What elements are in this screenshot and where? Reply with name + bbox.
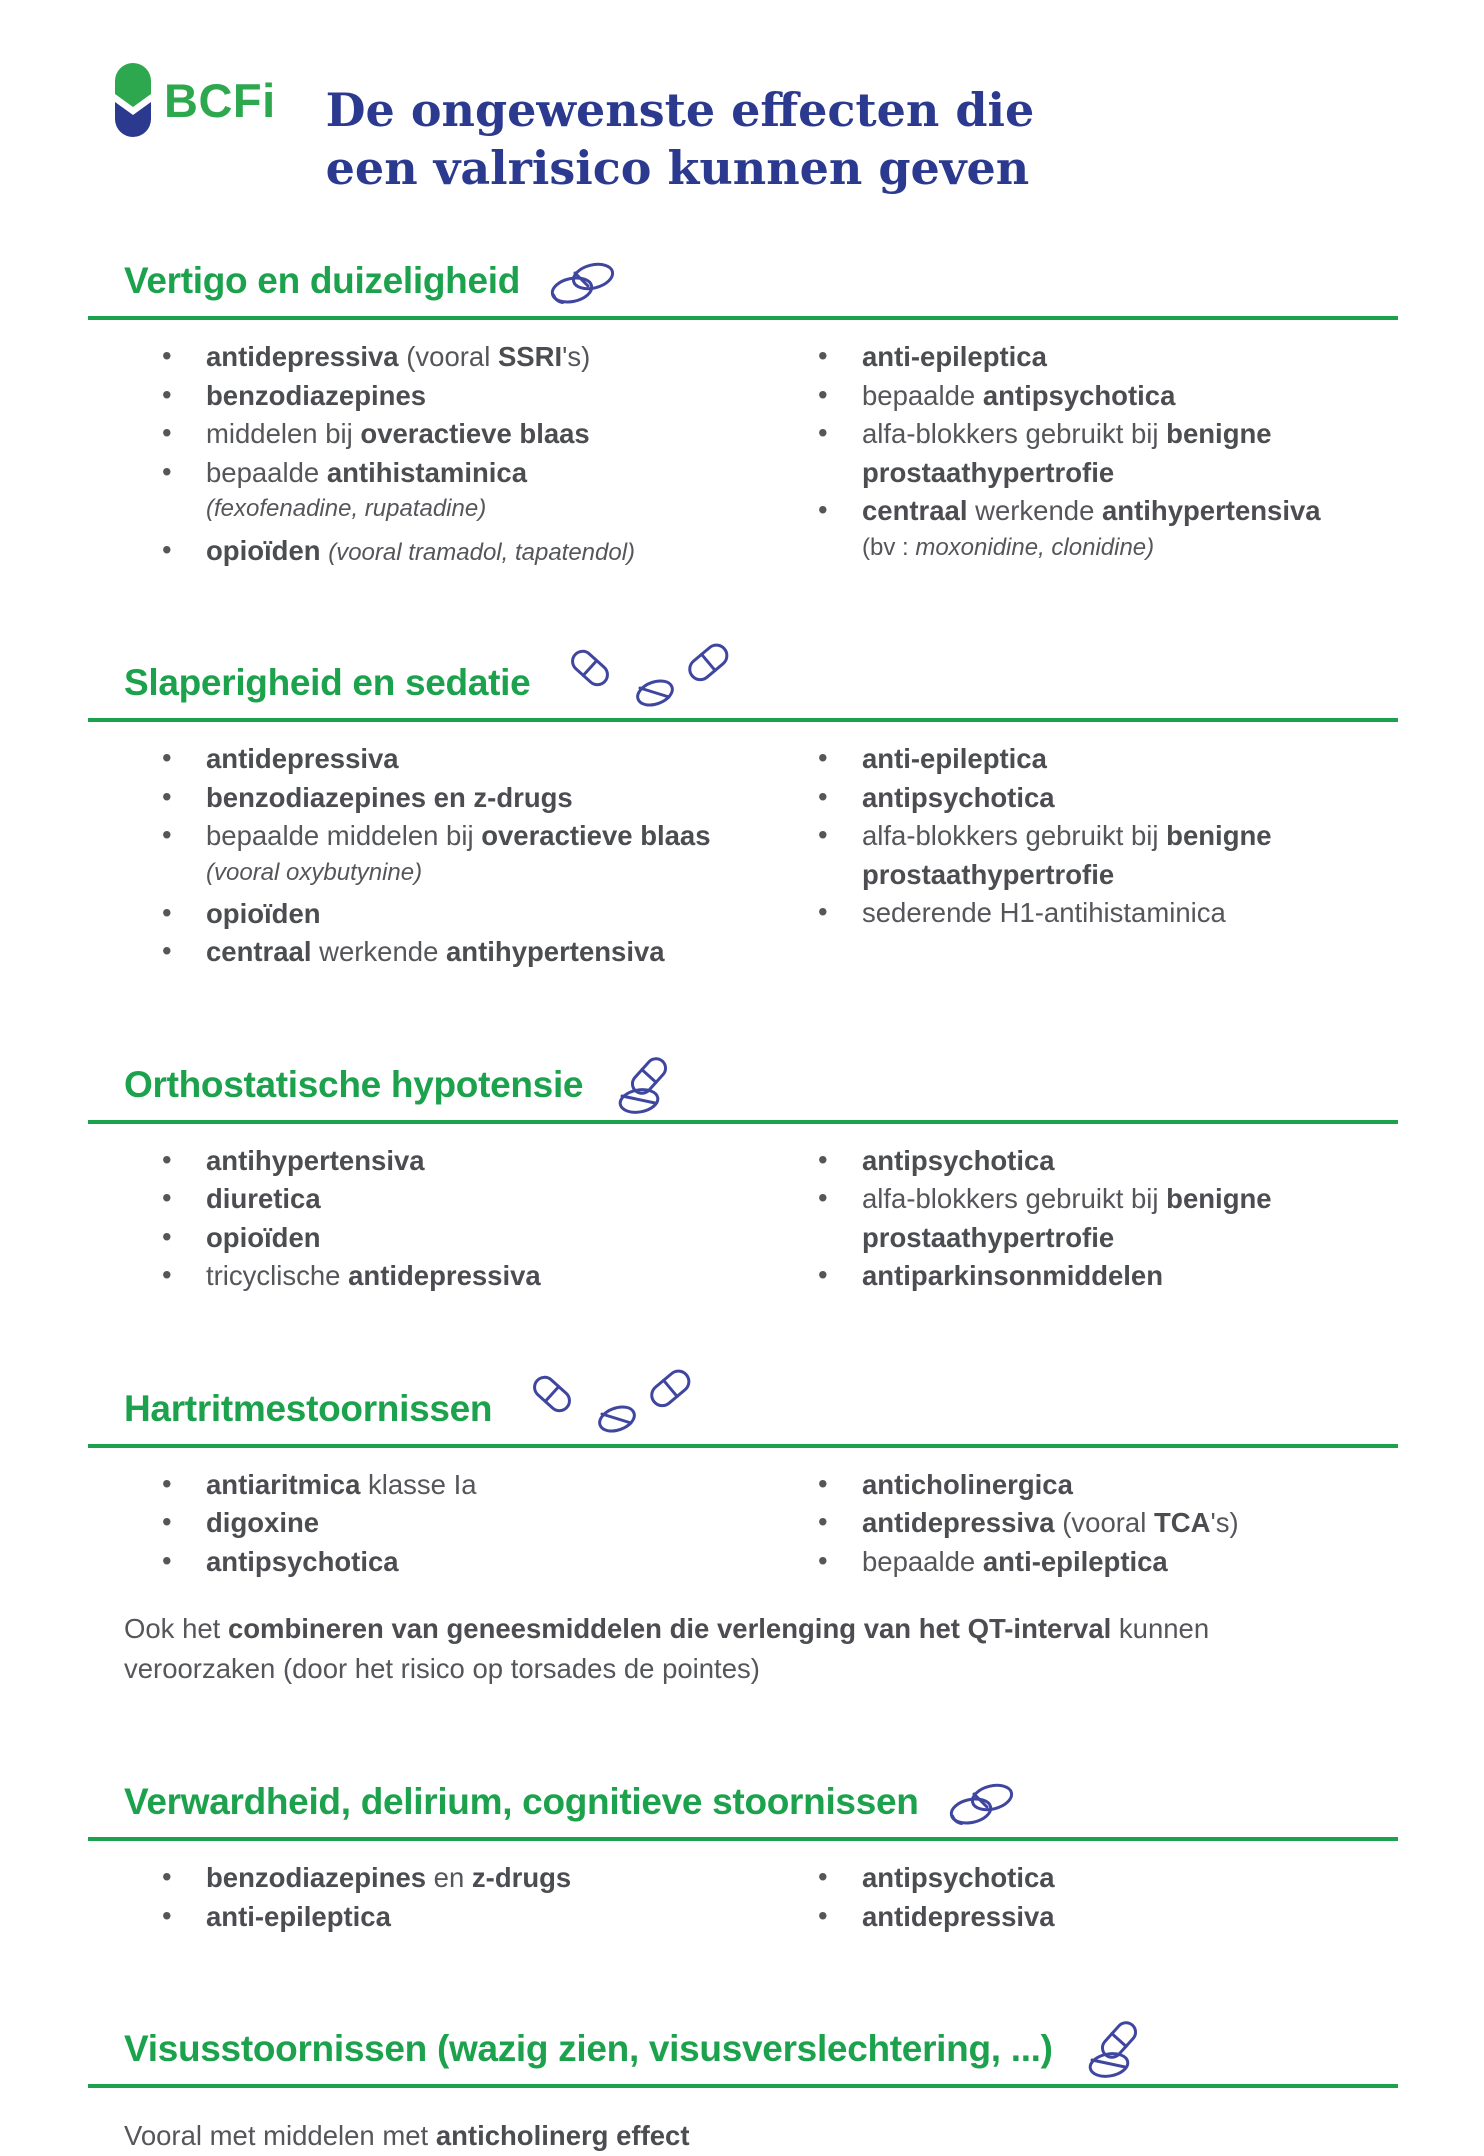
text-segment: antihypertensiva bbox=[1102, 495, 1321, 527]
text-segment: alfa-blokkers gebruikt bij bbox=[862, 418, 1167, 450]
section-title: Vertigo en duizeligheid bbox=[124, 260, 521, 302]
text-segment: (fexofenadine, rupatadine) bbox=[206, 495, 487, 523]
text-segment: antidepressiva bbox=[862, 1900, 1055, 1932]
text-segment: SSRI bbox=[497, 341, 563, 373]
sections-container bbox=[88, 254, 1398, 2156]
section-divider bbox=[88, 718, 1398, 722]
list-item bbox=[160, 1543, 744, 1582]
section-heading-row bbox=[124, 1058, 1398, 1112]
text-segment: benzodiazepines en z-drugs bbox=[206, 781, 573, 813]
text-segment: antipsychotica bbox=[862, 781, 1055, 813]
text-segment: opioïden bbox=[206, 534, 321, 566]
text-segment: antipsychotica bbox=[862, 1144, 1055, 1176]
list-item bbox=[816, 1504, 1398, 1543]
bullet-columns bbox=[88, 338, 1398, 570]
section-title: Hartritmestoornissen bbox=[124, 1387, 493, 1429]
page-title-line2: een valrisico kunnen geven bbox=[325, 141, 1030, 196]
text-segment: werkende bbox=[967, 495, 1103, 527]
text-segment: (vooral bbox=[398, 341, 498, 373]
list-item bbox=[816, 1898, 1398, 1937]
text-segment: antiaritmica bbox=[206, 1468, 361, 1500]
list-item bbox=[816, 740, 1398, 779]
text-segment: tricyclische bbox=[206, 1260, 349, 1292]
bullet-list bbox=[744, 1859, 1398, 1936]
section-orthostatische-hypotensie bbox=[88, 1058, 1398, 1296]
text-segment: TCA bbox=[1153, 1507, 1211, 1539]
list-item bbox=[160, 740, 744, 779]
section-visusstoornissen bbox=[88, 2022, 1398, 2156]
text-segment: centraal bbox=[862, 495, 968, 527]
list-item bbox=[160, 1142, 744, 1181]
text-segment: Ook het bbox=[124, 1613, 228, 1645]
list-item bbox=[160, 1466, 744, 1505]
capsule-tablet-icon bbox=[611, 1051, 675, 1119]
list-item bbox=[160, 779, 744, 818]
logo-text: BCFi bbox=[164, 73, 276, 127]
list-item bbox=[816, 894, 1398, 933]
text-segment: antidepressiva bbox=[348, 1260, 541, 1292]
text-segment: anti-epileptica bbox=[982, 1545, 1168, 1577]
text-segment: klasse Ia bbox=[360, 1468, 477, 1500]
section-divider bbox=[88, 1444, 1398, 1448]
bullet-list bbox=[744, 740, 1398, 972]
text-segment: antiparkinsonmiddelen bbox=[862, 1260, 1164, 1292]
text-segment: diuretica bbox=[206, 1183, 321, 1215]
list-item bbox=[816, 1859, 1398, 1898]
list-item bbox=[816, 1257, 1398, 1296]
text-segment: antipsychotica bbox=[862, 1862, 1055, 1894]
text-segment: centraal bbox=[206, 936, 312, 968]
list-item bbox=[816, 377, 1398, 416]
pills-trio-icon bbox=[558, 652, 744, 714]
list-item bbox=[160, 1898, 744, 1937]
list-item bbox=[160, 1859, 744, 1898]
list-item bbox=[160, 895, 744, 934]
text-segment: bepaalde bbox=[206, 456, 327, 488]
text-segment: antidepressiva bbox=[206, 341, 399, 373]
bullet-list bbox=[88, 1142, 744, 1296]
text-segment: antihistaminica bbox=[326, 456, 528, 488]
text-segment: benzodiazepines bbox=[206, 1862, 427, 1894]
bullet-columns bbox=[88, 1859, 1398, 1936]
list-item bbox=[816, 1142, 1398, 1181]
two-tablets-icon bbox=[548, 253, 620, 309]
section-hartritmestoornissen bbox=[88, 1382, 1398, 1689]
text-segment: anti-epileptica bbox=[206, 1900, 391, 1932]
text-segment: 's) bbox=[562, 341, 591, 373]
capsule-tablet-icon bbox=[1081, 2015, 1145, 2083]
bullet-list bbox=[88, 338, 744, 570]
text-segment: bepaalde middelen bij bbox=[206, 820, 482, 852]
text-segment: overactieve blaas bbox=[481, 820, 711, 852]
section-title: Slaperigheid en sedatie bbox=[124, 662, 531, 704]
bullet-list bbox=[744, 1466, 1398, 1582]
bullet-columns bbox=[88, 1142, 1398, 1296]
list-item bbox=[160, 1504, 744, 1543]
list-item bbox=[816, 779, 1398, 818]
text-segment: moxonidine, clonidine) bbox=[915, 533, 1155, 561]
bcfi-logo bbox=[110, 58, 276, 142]
section-title: Verwardheid, delirium, cognitieve stoornissen bbox=[124, 1781, 919, 1823]
text-segment: werkende bbox=[311, 936, 447, 968]
bullet-columns bbox=[88, 740, 1398, 972]
section-slaperigheid-en-sedatie bbox=[88, 656, 1398, 972]
bullet-list bbox=[744, 338, 1398, 570]
section-heading-row bbox=[124, 2022, 1398, 2076]
page-header bbox=[110, 50, 1398, 228]
bullet-list bbox=[88, 1466, 744, 1582]
list-item bbox=[160, 933, 744, 972]
section-heading-row bbox=[124, 656, 1398, 710]
text-segment: 's) bbox=[1210, 1507, 1239, 1539]
text-segment: antihypertensiva bbox=[446, 936, 665, 968]
text-segment: middelen bij bbox=[206, 418, 361, 450]
text-segment: benigne prostaathypertrofie bbox=[862, 418, 1280, 488]
text-segment: bepaalde bbox=[862, 1545, 983, 1577]
list-item bbox=[160, 1219, 744, 1258]
text-segment: opioïden bbox=[206, 897, 321, 929]
section-vertigo-en-duizeligheid bbox=[88, 254, 1398, 570]
text-segment: (bv : bbox=[862, 533, 916, 561]
bullet-list bbox=[744, 1142, 1398, 1296]
list-item bbox=[160, 532, 744, 571]
text-segment: benigne prostaathypertrofie bbox=[862, 820, 1280, 890]
text-segment: benigne prostaathypertrofie bbox=[862, 1183, 1280, 1253]
list-item bbox=[816, 1543, 1398, 1582]
text-segment: (vooral tramadol, tapatendol) bbox=[328, 538, 636, 566]
text-segment: anti-epileptica bbox=[862, 341, 1047, 373]
list-item bbox=[160, 1257, 744, 1296]
text-segment: alfa-blokkers gebruikt bij bbox=[862, 820, 1167, 852]
text-segment: (vooral oxybutynine) bbox=[206, 858, 423, 886]
text-segment: anti-epileptica bbox=[862, 743, 1047, 775]
section-divider bbox=[88, 1837, 1398, 1841]
list-item-note bbox=[862, 532, 1398, 563]
section-divider bbox=[88, 2084, 1398, 2088]
list-item bbox=[816, 817, 1398, 894]
list-item bbox=[816, 415, 1398, 492]
list-item bbox=[160, 1180, 744, 1219]
list-item bbox=[816, 492, 1398, 563]
bcfi-capsule-icon bbox=[110, 58, 156, 142]
text-segment: benzodiazepines bbox=[206, 379, 427, 411]
section-heading-row bbox=[124, 1775, 1398, 1829]
section-heading-row bbox=[124, 1382, 1398, 1436]
list-item bbox=[816, 1466, 1398, 1505]
text-segment: antipsychotica bbox=[206, 1545, 399, 1577]
text-segment: opioïden bbox=[206, 1221, 321, 1253]
text-segment: z-drugs bbox=[471, 1862, 572, 1894]
text-segment: antipsychotica bbox=[982, 379, 1176, 411]
text-segment: Vooral met middelen met bbox=[124, 2120, 436, 2152]
text-segment: anticholinergica bbox=[862, 1468, 1073, 1500]
bullet-list bbox=[88, 740, 744, 972]
text-segment: antidepressiva bbox=[862, 1507, 1055, 1539]
text-segment: anticholinerg effect bbox=[435, 2120, 690, 2152]
section-divider bbox=[88, 1120, 1398, 1124]
list-item bbox=[160, 377, 744, 416]
list-item bbox=[816, 1180, 1398, 1257]
text-segment: antidepressiva bbox=[206, 743, 399, 775]
text-segment: antihypertensiva bbox=[206, 1144, 425, 1176]
list-item bbox=[160, 454, 744, 525]
list-item bbox=[160, 817, 744, 888]
section-title: Orthostatische hypotensie bbox=[124, 1063, 584, 1105]
section-title: Visusstoornissen (wazig zien, visusverslechtering, ...) bbox=[124, 2028, 1053, 2070]
text-segment: overactieve blaas bbox=[360, 418, 590, 450]
list-item bbox=[160, 415, 744, 454]
page-title bbox=[326, 81, 1035, 198]
section-heading-row bbox=[124, 254, 1398, 308]
text-segment: bepaalde bbox=[862, 379, 983, 411]
section-note bbox=[124, 2116, 1364, 2156]
text-segment: sederende H1-antihistaminica bbox=[862, 897, 1226, 929]
list-item bbox=[160, 338, 744, 377]
bullet-columns bbox=[88, 1466, 1398, 1582]
text-segment: digoxine bbox=[206, 1507, 320, 1539]
text-segment: alfa-blokkers gebruikt bij bbox=[862, 1183, 1167, 1215]
section-verwardheid-delirium-cognitieve-stoornissen bbox=[88, 1775, 1398, 1936]
bullet-list bbox=[88, 1859, 744, 1936]
section-note bbox=[124, 1609, 1364, 1689]
text-segment: en bbox=[426, 1862, 472, 1894]
section-divider bbox=[88, 316, 1398, 320]
list-item-note bbox=[206, 493, 744, 524]
text-segment: combineren van geneesmiddelen die verlenging van het QT-interval bbox=[227, 1613, 1112, 1645]
two-tablets-icon bbox=[947, 1774, 1019, 1830]
text-segment: kunnen veroorzaken (door het risico op torsades de pointes) bbox=[124, 1613, 1217, 1685]
text-segment: (vooral bbox=[1054, 1507, 1154, 1539]
list-item bbox=[816, 338, 1398, 377]
pills-trio-icon bbox=[520, 1378, 706, 1440]
list-item-note bbox=[206, 857, 744, 888]
page-title-line1: De ongewenste effecten die bbox=[325, 82, 1035, 137]
